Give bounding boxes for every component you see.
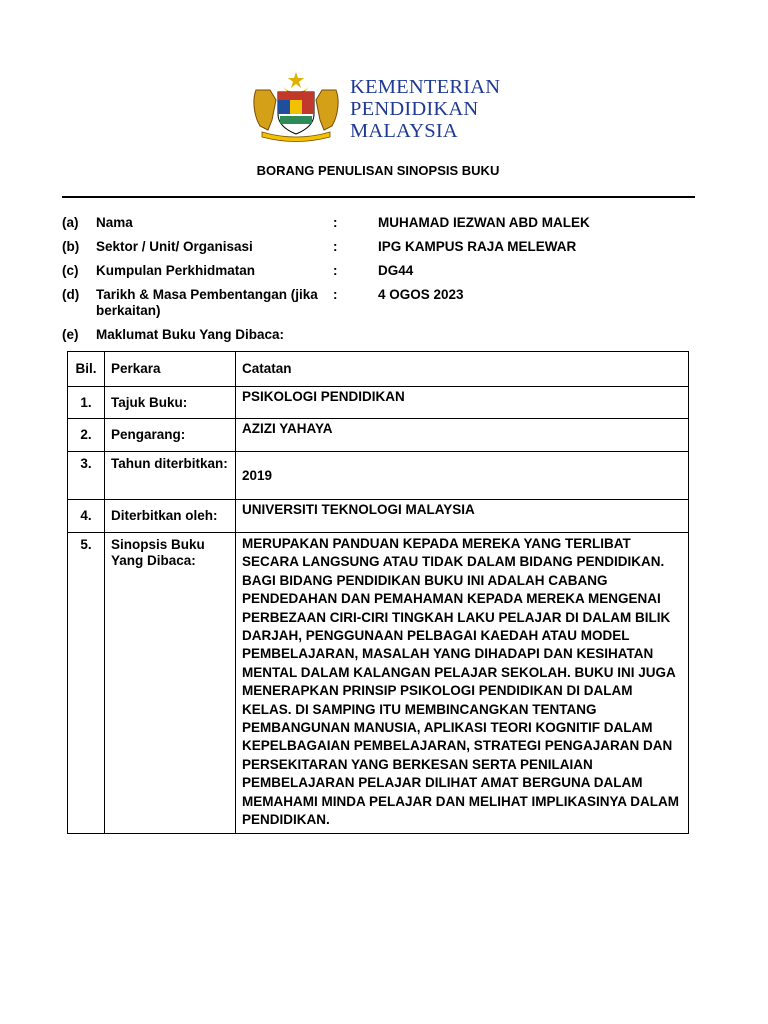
row-number: 3.	[68, 452, 105, 500]
field-label: Tarikh & Masa Pembentangan (jika berkaitan)	[96, 287, 318, 318]
title-divider	[62, 196, 695, 198]
form-title: BORANG PENULISAN SINOPSIS BUKU	[256, 163, 500, 178]
ministry-name-line: MALAYSIA	[350, 120, 458, 142]
ministry-logo	[250, 70, 530, 142]
table-row	[68, 500, 689, 533]
column-header: Catatan	[236, 352, 689, 387]
field-colon: :	[333, 215, 338, 230]
row-item: Tahun diterbitkan:	[105, 452, 236, 500]
field-label: Nama	[96, 215, 133, 230]
row-note: UNIVERSITI TEKNOLOGI MALAYSIA	[236, 500, 689, 533]
coat-of-arms-icon	[250, 70, 342, 142]
field-code: (b)	[62, 239, 80, 254]
row-number: 4.	[68, 500, 105, 533]
field-code: (e)	[62, 327, 79, 342]
column-header: Perkara	[105, 352, 236, 387]
row-note: 2019	[236, 452, 689, 500]
row-note: MERUPAKAN PANDUAN KEPADA MEREKA YANG TERLIBAT SECARA LANGSUNG ATAU TIDAK DALAM BIDANG PENDIDIKAN. BAGI BIDANG PENDIDIKAN BUKU INI ADALAH CABANG PENDEDAHAN DAN PEMAHAMAN KEPADA MEREKA MENGENAI PERBEZAAN CIRI-CIRI TINGKAH LAKU PELAJAR DI DALAM BILIK DARJAH, PENGGUNAAN PELBAGAI KAEDAH ATAU MODEL PEMBELAJARAN, MASALAH YANG DIHADAPI DAN KESIHATAN MENTAL DALAM KALANGAN PELAJAR SEKOLAH. BUKU INI JUGA MENERAPKAN PRINSIP PSIKOLOGI PENDIDIKAN DI DALAM KELAS. DI SAMPING ITU MEMBINCANGKAN TENTANG PEMBANGUNAN MANUSIA, APLIKASI TEORI KOGNITIF DALAM KEPELBAGAIAN PEMBELAJARAN, STRATEGI PENGAJARAN DAN PERSEKITARAN YANG BERKESAN SERTA PENILAIAN PEMBELAJARAN PELAJAR DILIHAT AMAT BERGUNA DALAM MEMAHAMI MINDA PELAJAR DAN MELIHAT IMPLIKASINYA DALAM PENDIDIKAN.	[236, 533, 689, 834]
row-item: Tajuk Buku:	[105, 387, 236, 419]
ministry-name-line: KEMENTERIAN	[350, 76, 501, 98]
table-row	[68, 452, 689, 500]
field-colon: :	[333, 239, 338, 254]
field-label: Maklumat Buku Yang Dibaca:	[96, 327, 285, 342]
field-colon: :	[333, 287, 338, 302]
field-code: (c)	[62, 263, 79, 278]
field-colon: :	[333, 263, 338, 278]
field-label: Sektor / Unit/ Organisasi	[96, 239, 253, 254]
column-header: Bil.	[68, 352, 105, 387]
book-info-table	[67, 351, 689, 834]
row-number: 5.	[68, 533, 105, 834]
row-number: 1.	[68, 387, 105, 419]
field-value: MUHAMAD IEZWAN ABD MALEK	[378, 215, 590, 230]
field-value: IPG KAMPUS RAJA MELEWAR	[378, 239, 577, 254]
table-row	[68, 387, 689, 419]
row-note: AZIZI YAHAYA	[236, 419, 689, 452]
ministry-name	[350, 76, 500, 142]
table-row	[68, 419, 689, 452]
row-number: 2.	[68, 419, 105, 452]
row-item: Diterbitkan oleh:	[105, 500, 236, 533]
table-row	[68, 533, 689, 834]
ministry-name-line: PENDIDIKAN	[350, 98, 479, 120]
row-note: PSIKOLOGI PENDIDIKAN	[236, 387, 689, 419]
row-item: Sinopsis Buku Yang Dibaca:	[105, 533, 236, 834]
table-header-row	[68, 352, 689, 387]
field-code: (a)	[62, 215, 79, 230]
field-value: 4 OGOS 2023	[378, 287, 464, 302]
field-label: Kumpulan Perkhidmatan	[96, 263, 256, 278]
field-code: (d)	[62, 287, 80, 302]
row-item: Pengarang:	[105, 419, 236, 452]
field-value: DG44	[378, 263, 414, 278]
